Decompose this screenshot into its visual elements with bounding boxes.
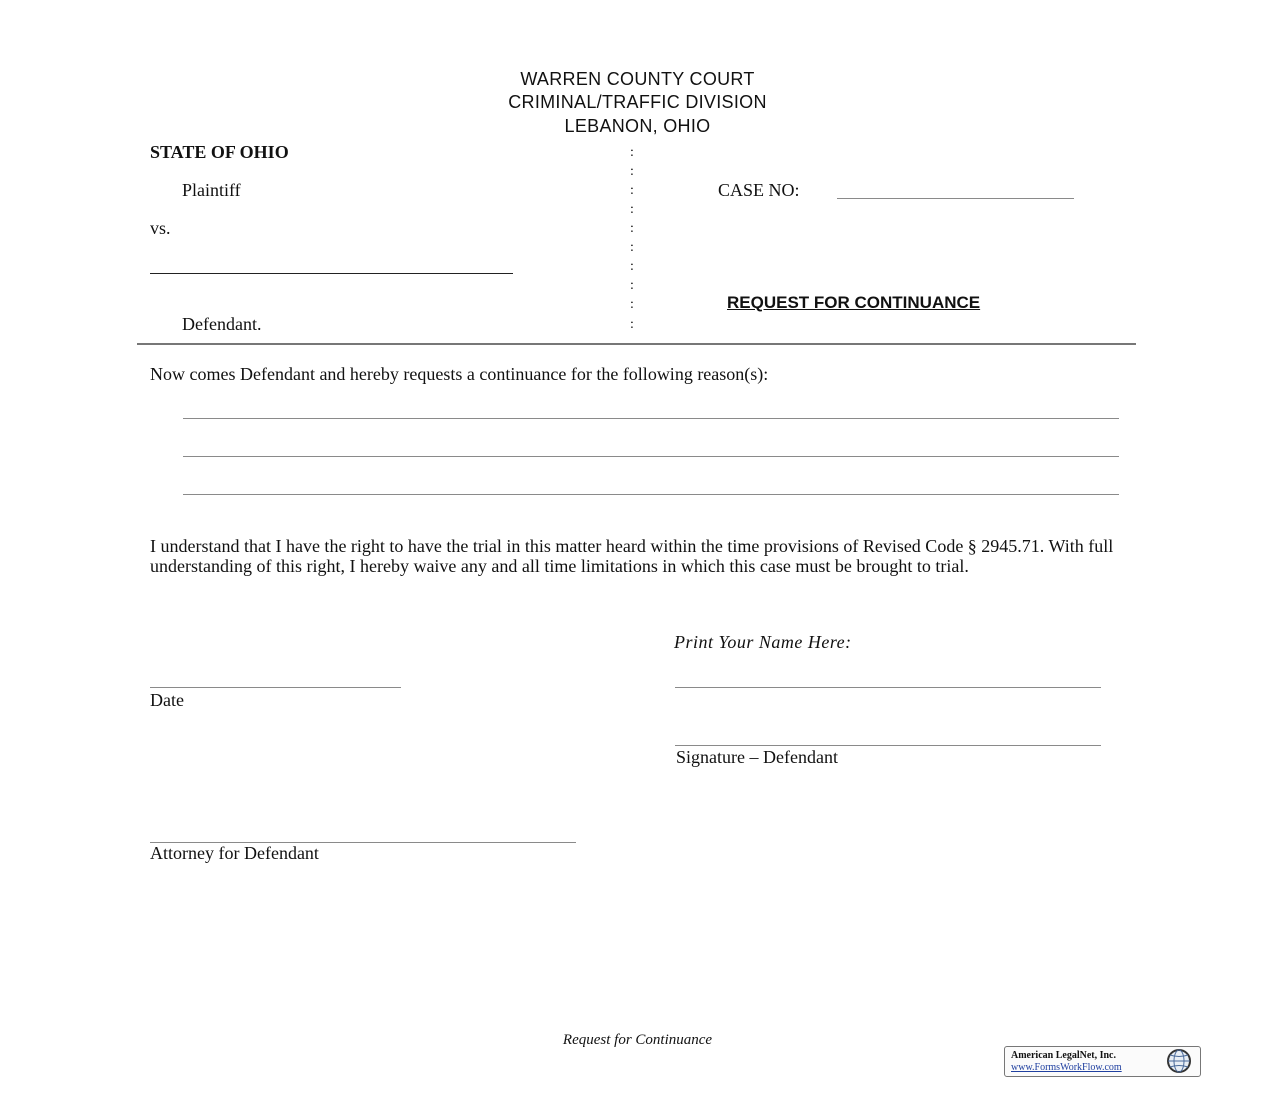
reason-line-1[interactable] <box>183 418 1119 419</box>
publisher-name: American LegalNet, Inc. <box>1011 1050 1116 1061</box>
date-label: Date <box>150 690 184 710</box>
signature-label: Signature – Defendant <box>676 747 838 767</box>
caption-separator: : <box>630 297 634 312</box>
reason-line-3[interactable] <box>183 494 1119 495</box>
reason-line-2[interactable] <box>183 456 1119 457</box>
caption-separator: : <box>630 202 634 217</box>
caption-divider <box>137 343 1136 345</box>
print-name-label: Print Your Name Here: <box>674 632 852 652</box>
publisher-badge[interactable] <box>1004 1046 1201 1077</box>
defendant-name-line[interactable] <box>150 273 513 274</box>
case-number-label: CASE NO: <box>718 180 800 200</box>
caption-separator: : <box>630 145 634 160</box>
court-location: LEBANON, OHIO <box>564 116 711 136</box>
globe-logo-icon <box>1161 1048 1197 1074</box>
court-name: WARREN COUNTY COURT <box>520 69 755 89</box>
footer-form-title: Request for Continuance <box>562 1032 713 1048</box>
plaintiff-name: STATE OF OHIO <box>150 142 289 162</box>
caption-separator: : <box>630 278 634 293</box>
request-intro: Now comes Defendant and hereby requests a continuance for the following reason(s): <box>150 364 769 384</box>
caption-separator: : <box>630 221 634 236</box>
plaintiff-label: Plaintiff <box>182 180 241 200</box>
defendant-label: Defendant. <box>182 314 262 334</box>
document-title: REQUEST FOR CONTINUANCE <box>727 293 981 312</box>
date-line[interactable] <box>150 687 401 688</box>
case-number-field[interactable] <box>837 198 1074 199</box>
caption-separator: : <box>630 164 634 179</box>
attorney-label: Attorney for Defendant <box>150 843 319 863</box>
caption-separator: : <box>630 240 634 255</box>
publisher-link[interactable]: www.FormsWorkFlow.com <box>1011 1062 1122 1073</box>
caption-separator: : <box>630 259 634 274</box>
caption-separator: : <box>630 317 634 332</box>
caption-separator: : <box>630 183 634 198</box>
division-name: CRIMINAL/TRAFFIC DIVISION <box>508 92 767 112</box>
signature-line[interactable] <box>675 745 1101 746</box>
versus-label: vs. <box>150 218 171 238</box>
print-name-line[interactable] <box>675 687 1101 688</box>
waiver-statement: I understand that I have the right to have the trial in this matter heard within the time provisions of Revised Code § 2945.71. With full understanding of this right, I hereby waive any and all time limitations in which this case must be brought to trial. <box>150 536 1114 576</box>
